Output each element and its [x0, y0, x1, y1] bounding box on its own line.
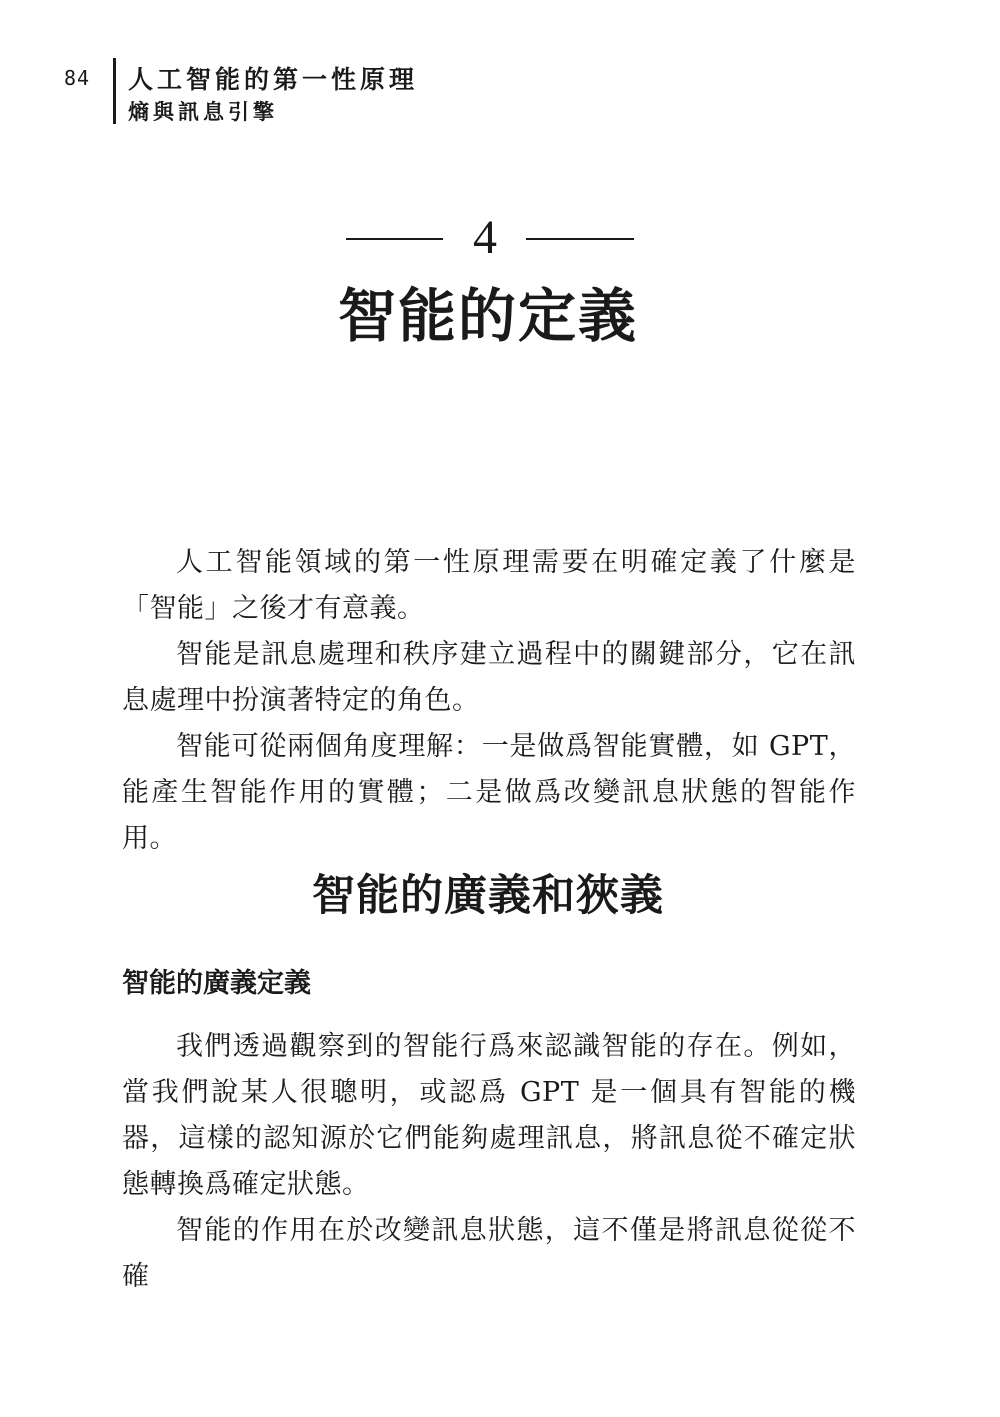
body-paragraph: 人工智能領域的第一性原理需要在明確定義了什麼是「智能」之後才有意義。 — [122, 547, 856, 624]
body-paragraph: 智能的作用在於改變訊息狀態，這不僅是將訊息從從不確 — [122, 1215, 856, 1292]
header-divider — [113, 58, 116, 124]
section-heading: 智能的廣義和狹義 — [312, 871, 664, 921]
chapter-rule-right — [526, 238, 634, 240]
book-subtitle: 熵與訊息引擎 — [128, 99, 278, 124]
body-paragraph: 我們透過觀察到的智能行爲來認識智能的存在。例如，當我們說某人很聰明，或認爲 GPT 是一個具有智能的機器，這樣的認知源於它們能夠處理訊息，將訊息從不確定狀態轉換爲確定狀態。 — [122, 1031, 856, 1200]
book-title: 人工智能的第一性原理 — [128, 65, 419, 94]
chapter-rule-left — [346, 238, 443, 240]
subsection-heading: 智能的廣義定義 — [122, 968, 311, 999]
chapter-number-row — [0, 208, 976, 268]
page-number: 84 — [64, 66, 91, 90]
chapter-title: 智能的定義 — [337, 282, 638, 350]
body-paragraph: 智能是訊息處理和秩序建立過程中的關鍵部分，它在訊息處理中扮演著特定的角色。 — [122, 639, 856, 716]
body-paragraph: 智能可從兩個角度理解：一是做爲智能實體，如 GPT，能產生智能作用的實體；二是做爲改變訊息狀態的智能作用。 — [122, 731, 856, 854]
chapter-number: 4 — [473, 211, 497, 264]
